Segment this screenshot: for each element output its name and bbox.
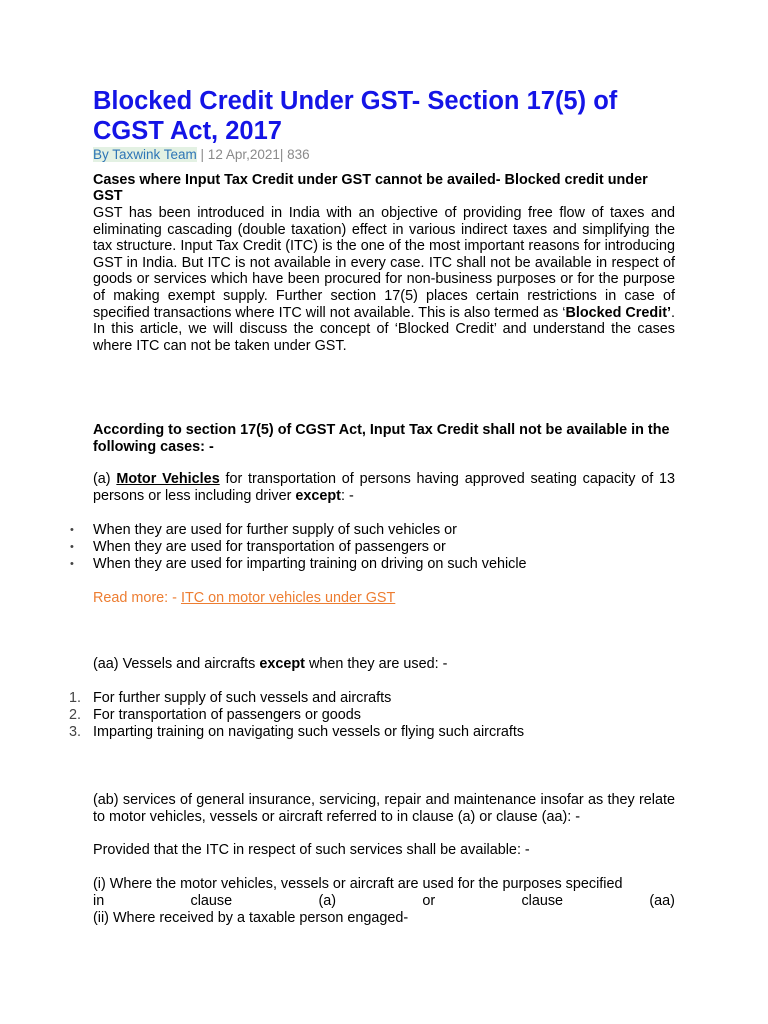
author-link[interactable]: By Taxwink Team bbox=[93, 147, 197, 162]
list-item-text: For further supply of such vessels and aircrafts bbox=[93, 690, 392, 706]
clause-a-term: Motor Vehicles bbox=[116, 471, 220, 487]
list-item: • When they are used for further supply of such vehicles or bbox=[93, 522, 693, 539]
list-number: 1. bbox=[69, 690, 82, 706]
word: in bbox=[93, 893, 105, 909]
clause-aa-except: except bbox=[259, 656, 305, 672]
clause-a-text: for transportation of persons having approved seating capacity of 13 persons or less including driver bbox=[93, 471, 675, 504]
intro-text-end: . In this article, we will discuss the concept of ‘Blocked Credit’ and understand the cases where ITC can not be taken under GST. bbox=[93, 304, 675, 354]
section-heading: According to section 17(5) of CGST Act, Input Tax Credit shall not be available in the following cases: - bbox=[93, 422, 670, 455]
list-item bbox=[69, 707, 693, 724]
clause-ab: (ab) services of general insurance, servicing, repair and maintenance insofar as they relate to motor vehicles, vessels or aircraft referred to in clause (a) or clause (aa): - bbox=[93, 792, 675, 825]
intro-paragraph bbox=[93, 205, 675, 354]
proviso: Provided that the ITC in respect of such services shall be available: - bbox=[93, 842, 530, 858]
word: clause bbox=[190, 893, 233, 909]
clause-a bbox=[93, 471, 675, 505]
list-number: 2. bbox=[69, 707, 82, 723]
word: (a) bbox=[318, 893, 337, 909]
intro-bold-term: Blocked Credit’ bbox=[565, 304, 671, 321]
list-item-text: Imparting training on navigating such vessels or flying such aircrafts bbox=[93, 724, 525, 740]
word: clause bbox=[521, 893, 564, 909]
clause-a-prefix: (a) bbox=[93, 471, 117, 487]
read-more-link[interactable]: ITC on motor vehicles under GST bbox=[180, 590, 396, 606]
sub-clause-i-continued bbox=[93, 893, 675, 910]
list-number: 3. bbox=[69, 724, 82, 740]
read-more-prefix: Read more: - bbox=[93, 590, 181, 606]
article-meta bbox=[93, 146, 310, 163]
motor-vehicle-exceptions bbox=[93, 522, 693, 573]
list-item: • When they are used for imparting training on driving on such vehicle bbox=[93, 556, 693, 573]
page-title: Blocked Credit Under GST- Section 17(5) of CGST Act, 2017 bbox=[93, 87, 618, 145]
clause-aa bbox=[93, 656, 675, 673]
clause-aa-suffix: when they are used: - bbox=[304, 656, 448, 672]
intro-text: GST has been introduced in India with an objective of providing free flow of taxes and eliminating cascading (double taxation) effect in various indirect taxes and simplifying the tax structure. Input Tax Credit (ITC) is the one of the most important reasons for introducing GST in India. But ITC is not available in every case. ITC shall not be available in respect of goods or services which have been procured for non-business purposes or for the purpose of making exempt supply. Further section 17(5) places certain restrictions in case of specified transactions where ITC will not available. This is also termed as ‘ bbox=[93, 205, 675, 321]
date-views: | 12 Apr,2021| 836 bbox=[196, 147, 310, 162]
sub-clause-ii: (ii) Where received by a taxable person engaged- bbox=[93, 910, 409, 926]
word: (aa) bbox=[649, 893, 675, 909]
vessel-exceptions bbox=[69, 690, 693, 741]
list-item-text: For transportation of passengers or goods bbox=[93, 707, 361, 723]
clause-a-suffix: : - bbox=[340, 488, 354, 504]
list-item: • When they are used for transportation of passengers or bbox=[93, 539, 693, 556]
clause-a-except: except bbox=[295, 488, 341, 504]
list-item bbox=[69, 690, 693, 707]
read-more bbox=[93, 590, 395, 607]
sub-clauses bbox=[93, 876, 675, 927]
clause-aa-prefix: (aa) Vessels and aircrafts bbox=[93, 656, 260, 672]
list-item bbox=[69, 724, 693, 741]
word: or bbox=[422, 893, 436, 909]
lead-heading: Cases where Input Tax Credit under GST cannot be availed- Blocked credit under GST bbox=[93, 172, 648, 204]
sub-clause-i: (i) Where the motor vehicles, vessels or aircraft are used for the purposes specified bbox=[93, 876, 623, 892]
